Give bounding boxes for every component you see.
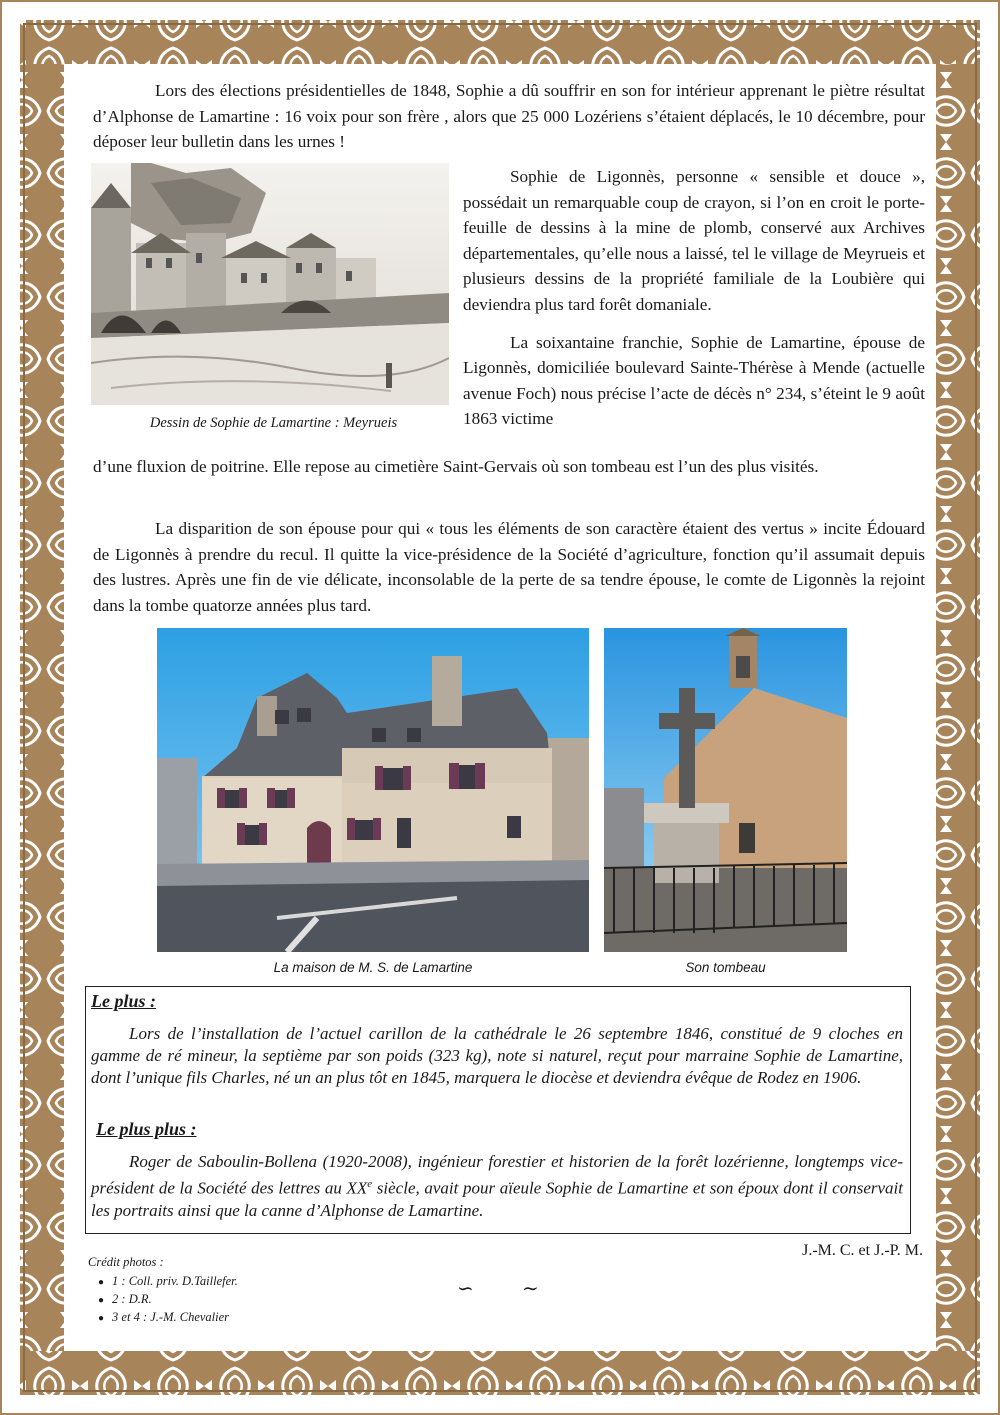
credit-item: ● 1 : Coll. priv. D.Taillefer. [98,1274,238,1289]
ornament-right-icon: ∼ [522,1278,539,1300]
credit-item: ● 3 et 4 : J.-M. Chevalier [98,1310,238,1325]
paragraph-drawing: Sophie de Ligonnès, personne « sensible et douce », possédait un remarquable coup de crayon, si l’on en croit le porte-feuille de dessins à la mine de plomb, conservé aux Archives départementales, qu’elle nous a laissé, tel le village de Meyrueis et plusieurs dessins de la propriété familiale de la Loubière qui deviendra plus tard forêt domaniale. [463,167,925,314]
tomb-photo [604,628,847,952]
le-plus-plus-text: Roger de Saboulin-Bollena (1920-2008), ingénieur forestier et historien de la forêt lozérienne, longtemps vice-président de la Société des lettres au XXe siècle, avait pour aïeule Sophie de Lamartine et son époux dont il conservait les portraits ainsi que la canne d’Alphonse de Lamartine. [91,1152,903,1220]
paragraph-elections: Lors des élections présidentielles de 1848, Sophie a dû souffrir en son for intérieur apprenant le piètre résultat d’Alphonse de Lamartine : 16 voix pour son frère , alors que 25 000 Lozériens s’étaient déplacés, le 10 décembre, pour déposer leur bulletin dans les urnes ! [93,81,925,152]
le-plus-heading: Le plus : [91,991,156,1011]
paragraph-death-continued: d’une fluxion de poitrine. Elle repose au cimetière Saint-Gervais où son tombeau est l’un des plus visités. [93,457,819,476]
le-plus-text: Lors de l’installation de l’actuel carillon de la cathédrale le 26 septembre 1846, constitué de 9 cloches en gamme de ré mineur, la septième par son poids (323 kg), note si naturel, reçut pour marraine Sophie de Lamartine, dont l’unique fils Charles, né un an plus tôt en 1845, marquera le diocèse et deviendra évêque de Rodez en 1906. [91,1024,903,1087]
house-photo [157,628,589,952]
tomb-caption: Son tombeau [685,960,766,975]
info-box [85,986,911,1234]
house-caption: La maison de M. S. de Lamartine [273,960,473,975]
le-plus-plus-heading: Le plus plus : [96,1119,197,1139]
author-signature: J.-M. C. et J.-P. M. [802,1242,923,1259]
paragraph-widower: La disparition de son épouse pour qui « tous les éléments de son caractère étaient des vertus » incite Édouard de Ligonnès à prendre du recul. Il quitte la vice-présidence de la Société d’agriculture, fonction qu’il assumait depuis des lustres. Après une fin de vie délicate, inconsolable de la perte de sa tendre épouse, le comte de Ligonnès la rejoint dans la tombe quatorze années plus tard. [93,519,925,615]
credits-title: Crédit photos : [88,1255,164,1269]
right-column [463,164,925,444]
ornament-left-icon: ∽ [457,1278,474,1300]
page-content [64,64,936,1351]
sketch-caption: Dessin de Sophie de Lamartine : Meyrueis [149,415,398,431]
credit-item: ● 2 : D.R. [98,1292,238,1307]
meyrueis-sketch-image [91,163,449,405]
photo-credits [88,1255,238,1328]
paragraph-death: La soixantaine franchie, Sophie de Lamartine, épouse de Ligonnès, domiciliée boulevard Sainte-Thérèse à Mende (actuelle avenue Foch) nous précise l’acte de décès n° 234, s’éteint le 9 août 1863 victime [463,332,925,429]
